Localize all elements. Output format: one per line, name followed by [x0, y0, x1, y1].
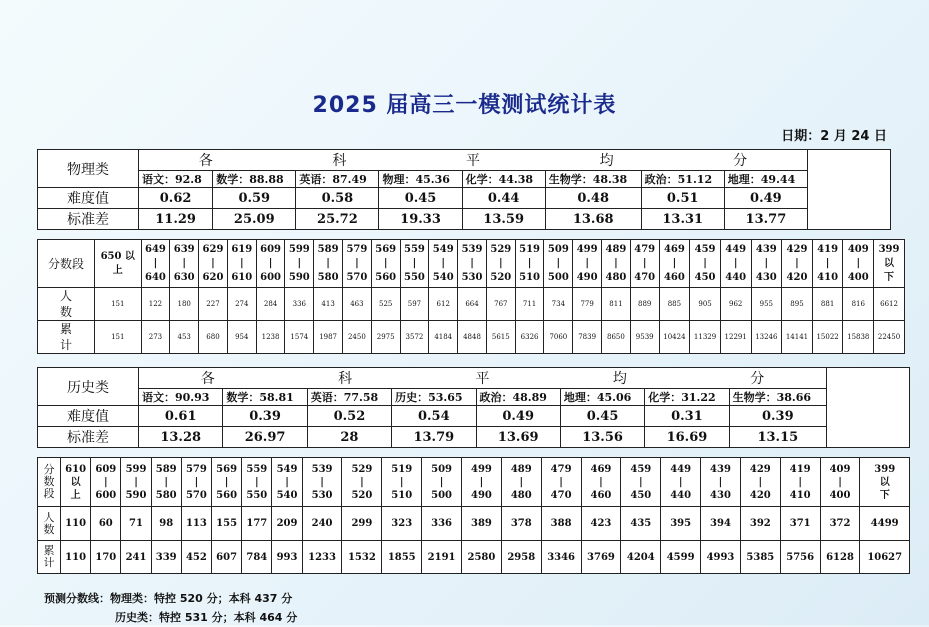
cumulative-value: 273 [141, 321, 170, 354]
count-value: 284 [256, 288, 285, 321]
cumulative-value: 10627 [860, 541, 910, 574]
cumulative-value: 1238 [256, 321, 285, 354]
score-range: 469 | 460 [659, 240, 690, 288]
count-value: 895 [782, 288, 813, 321]
subject-average: 英语：77.58 [307, 389, 391, 406]
count-value: 885 [659, 288, 690, 321]
cumulative-value: 1574 [285, 321, 314, 354]
page-title: 2025 届高三一模测试统计表 [312, 93, 617, 118]
count-value: 413 [314, 288, 343, 321]
cutoff-line-physics: 预测分数线：物理类：特控 520 分；本科 437 分 [44, 592, 293, 605]
cumulative-value: 110 [61, 541, 91, 574]
subject-average: 语文：92.8 [139, 171, 213, 188]
count-value: 4499 [860, 507, 910, 541]
subject-average: 地理：45.06 [560, 389, 644, 406]
stddev-value: 11.29 [139, 209, 213, 230]
stddev-value: 13.31 [641, 209, 724, 230]
subject-average: 生物学：38.66 [729, 389, 826, 406]
score-range: 579 | 570 [343, 240, 372, 288]
subject-average: 生物学：48.38 [545, 171, 641, 188]
score-range: 499 | 490 [462, 458, 502, 507]
count-value: 240 [302, 507, 342, 541]
difficulty-label: 难度值 [38, 406, 139, 427]
physics-distribution-table [37, 239, 905, 354]
score-range: 479 | 470 [541, 458, 581, 507]
cumulative-value: 784 [242, 541, 272, 574]
count-value: 962 [720, 288, 751, 321]
count-value: 209 [272, 507, 302, 541]
cumulative-value: 4993 [701, 541, 741, 574]
avg-header-text [139, 368, 826, 388]
score-range: 639 | 630 [170, 240, 199, 288]
count-value: 816 [843, 288, 874, 321]
dist-row-label: 人 数 [38, 288, 95, 321]
avg-header-char: 分 [733, 153, 748, 169]
stddev-value: 19.33 [379, 209, 462, 230]
stddev-value: 13.79 [392, 427, 476, 448]
subject-average: 数学：88.88 [213, 171, 296, 188]
avg-header-char: 各 [200, 371, 215, 387]
history-distribution-table [37, 457, 910, 574]
score-range: 509 | 500 [544, 240, 573, 288]
stddev-value: 13.15 [729, 427, 826, 448]
count-value: 71 [121, 507, 151, 541]
difficulty-value: 0.61 [139, 406, 223, 427]
dist-row-label: 累 计 [38, 321, 95, 354]
dist-row-label: 人 数 [38, 507, 61, 541]
score-range: 459 | 450 [621, 458, 661, 507]
count-value: 394 [701, 507, 741, 541]
score-range: 649 | 640 [141, 240, 170, 288]
cumulative-value: 14141 [782, 321, 813, 354]
count-value: 336 [422, 507, 462, 541]
score-range: 459 | 450 [690, 240, 721, 288]
cumulative-value: 3769 [581, 541, 621, 574]
cumulative-value: 1532 [342, 541, 382, 574]
cumulative-value: 22450 [874, 321, 905, 354]
cumulative-value: 6326 [515, 321, 544, 354]
count-value: 664 [458, 288, 487, 321]
difficulty-label: 难度值 [38, 188, 139, 209]
difficulty-value: 0.39 [729, 406, 826, 427]
score-range: 429 | 420 [782, 240, 813, 288]
cumulative-value: 3346 [541, 541, 581, 574]
difficulty-value: 0.49 [476, 406, 560, 427]
cumulative-value: 2958 [501, 541, 541, 574]
score-range: 559 | 550 [242, 458, 272, 507]
category-label: 物理类 [38, 150, 139, 188]
count-value: 299 [342, 507, 382, 541]
score-range: 449 | 440 [661, 458, 701, 507]
count-value: 371 [780, 507, 820, 541]
count-value: 905 [690, 288, 721, 321]
stddev-value: 13.69 [476, 427, 560, 448]
score-range: 499 | 490 [573, 240, 602, 288]
difficulty-value: 0.31 [645, 406, 729, 427]
score-range: 399 以 下 [874, 240, 905, 288]
cumulative-value: 2191 [422, 541, 462, 574]
score-range: 629 | 620 [199, 240, 228, 288]
score-range: 529 | 520 [486, 240, 515, 288]
stddev-value: 25.72 [296, 209, 379, 230]
cumulative-value: 1987 [314, 321, 343, 354]
score-range: 619 | 610 [227, 240, 256, 288]
score-range: 529 | 520 [342, 458, 382, 507]
cumulative-value: 1855 [382, 541, 422, 574]
stddev-label: 标准差 [38, 427, 139, 448]
category-label: 历史类 [38, 368, 139, 406]
avg-header-char: 均 [599, 153, 614, 169]
difficulty-value: 0.45 [379, 188, 462, 209]
score-range: 610 以 上 [61, 458, 91, 507]
stddev-value: 13.59 [462, 209, 545, 230]
stddev-value: 16.69 [645, 427, 729, 448]
avg-header-char: 分 [750, 371, 765, 387]
score-range: 609 | 600 [91, 458, 121, 507]
score-range: 599 | 590 [121, 458, 151, 507]
difficulty-value: 0.62 [139, 188, 213, 209]
count-value: 612 [429, 288, 458, 321]
score-range: 569 | 560 [371, 240, 400, 288]
score-range: 419 | 410 [812, 240, 843, 288]
score-range: 549 | 540 [429, 240, 458, 288]
score-range: 449 | 440 [720, 240, 751, 288]
cumulative-value: 339 [151, 541, 181, 574]
avg-header [139, 150, 808, 171]
score-range: 559 | 550 [400, 240, 429, 288]
dist-row-label: 累 计 [38, 541, 61, 574]
difficulty-value: 0.51 [641, 188, 724, 209]
count-value: 435 [621, 507, 661, 541]
score-range: 579 | 570 [181, 458, 211, 507]
score-range: 489 | 480 [602, 240, 631, 288]
dist-row-label: 分数段 [38, 240, 95, 288]
count-value: 767 [486, 288, 515, 321]
cumulative-value: 5385 [740, 541, 780, 574]
score-range: 539 | 530 [458, 240, 487, 288]
cumulative-value: 2450 [343, 321, 372, 354]
count-value: 423 [581, 507, 621, 541]
count-value: 779 [573, 288, 602, 321]
cumulative-value: 15838 [843, 321, 874, 354]
score-range: 439 | 430 [751, 240, 782, 288]
blank-cell [827, 368, 910, 448]
cutoff-line-history: 历史类：特控 531 分；本科 464 分 [115, 611, 298, 624]
subject-average: 物理：45.36 [379, 171, 462, 188]
subject-average: 化学：31.22 [645, 389, 729, 406]
cumulative-value: 13246 [751, 321, 782, 354]
physics-stats-table [37, 149, 891, 230]
stddev-value: 13.28 [139, 427, 223, 448]
avg-header-char: 科 [338, 371, 353, 387]
cumulative-value: 2580 [462, 541, 502, 574]
count-value: 597 [400, 288, 429, 321]
stddev-value: 28 [307, 427, 391, 448]
count-value: 389 [462, 507, 502, 541]
cumulative-value: 6128 [820, 541, 860, 574]
cumulative-value: 10424 [659, 321, 690, 354]
score-range: 429 | 420 [740, 458, 780, 507]
score-range: 539 | 530 [302, 458, 342, 507]
avg-header-text [139, 150, 807, 170]
count-value: 6612 [874, 288, 905, 321]
cumulative-value: 4848 [458, 321, 487, 354]
cumulative-value: 8650 [602, 321, 631, 354]
stddev-value: 13.56 [560, 427, 644, 448]
score-range: 549 | 540 [272, 458, 302, 507]
difficulty-value: 0.39 [223, 406, 307, 427]
count-value: 392 [740, 507, 780, 541]
count-value: 155 [212, 507, 242, 541]
difficulty-value: 0.52 [307, 406, 391, 427]
cumulative-value: 7060 [544, 321, 573, 354]
count-value: 227 [199, 288, 228, 321]
stddev-value: 13.77 [724, 209, 807, 230]
subject-average: 化学：44.38 [462, 171, 545, 188]
cumulative-value: 12291 [720, 321, 751, 354]
count-value: 336 [285, 288, 314, 321]
cumulative-value: 170 [91, 541, 121, 574]
score-range: 479 | 470 [630, 240, 659, 288]
count-value: 734 [544, 288, 573, 321]
cumulative-value: 607 [212, 541, 242, 574]
avg-header-char: 各 [198, 153, 213, 169]
count-value: 881 [812, 288, 843, 321]
cumulative-value: 954 [227, 321, 256, 354]
dist-row-label: 分 数 段 [38, 458, 61, 507]
count-value: 463 [343, 288, 372, 321]
cumulative-value: 452 [181, 541, 211, 574]
count-value: 274 [227, 288, 256, 321]
score-range: 489 | 480 [501, 458, 541, 507]
cumulative-value: 453 [170, 321, 199, 354]
history-stats-table [37, 367, 910, 448]
score-range: 650 以 上 [95, 240, 142, 288]
score-range: 409 | 400 [843, 240, 874, 288]
count-value: 110 [61, 507, 91, 541]
cumulative-value: 5756 [780, 541, 820, 574]
blank-cell [808, 150, 891, 230]
difficulty-value: 0.54 [392, 406, 476, 427]
count-value: 955 [751, 288, 782, 321]
cumulative-value: 680 [199, 321, 228, 354]
cumulative-value: 15022 [812, 321, 843, 354]
score-range: 589 | 580 [314, 240, 343, 288]
cumulative-value: 151 [95, 321, 142, 354]
report-date: 日期：2 月 24 日 [781, 129, 887, 144]
subject-average: 英语：87.49 [296, 171, 379, 188]
cumulative-value: 7839 [573, 321, 602, 354]
cumulative-value: 241 [121, 541, 151, 574]
avg-header [139, 368, 827, 389]
count-value: 395 [661, 507, 701, 541]
cumulative-value: 4184 [429, 321, 458, 354]
avg-header-char: 平 [465, 153, 480, 169]
score-range: 589 | 580 [151, 458, 181, 507]
cumulative-value: 1233 [302, 541, 342, 574]
avg-header-char: 平 [475, 371, 490, 387]
subject-average: 历史：53.65 [392, 389, 476, 406]
difficulty-value: 0.49 [724, 188, 807, 209]
cumulative-value: 2975 [371, 321, 400, 354]
cumulative-value: 3572 [400, 321, 429, 354]
count-value: 889 [630, 288, 659, 321]
difficulty-value: 0.45 [560, 406, 644, 427]
count-value: 122 [141, 288, 170, 321]
count-value: 151 [95, 288, 142, 321]
count-value: 811 [602, 288, 631, 321]
difficulty-value: 0.44 [462, 188, 545, 209]
count-value: 525 [371, 288, 400, 321]
predicted-cutoffs [44, 589, 297, 627]
cumulative-value: 993 [272, 541, 302, 574]
subject-average: 数学：58.81 [223, 389, 307, 406]
score-range: 399 以 下 [860, 458, 910, 507]
count-value: 113 [181, 507, 211, 541]
cumulative-value: 11329 [690, 321, 721, 354]
score-range: 609 | 600 [256, 240, 285, 288]
count-value: 323 [382, 507, 422, 541]
cumulative-value: 4599 [661, 541, 701, 574]
score-range: 409 | 400 [820, 458, 860, 507]
cumulative-value: 9539 [630, 321, 659, 354]
count-value: 98 [151, 507, 181, 541]
score-range: 469 | 460 [581, 458, 621, 507]
score-range: 519 | 510 [515, 240, 544, 288]
stddev-value: 25.09 [213, 209, 296, 230]
count-value: 711 [515, 288, 544, 321]
stddev-value: 13.68 [545, 209, 641, 230]
stddev-label: 标准差 [38, 209, 139, 230]
count-value: 378 [501, 507, 541, 541]
avg-header-char: 科 [332, 153, 347, 169]
score-range: 519 | 510 [382, 458, 422, 507]
count-value: 372 [820, 507, 860, 541]
count-value: 388 [541, 507, 581, 541]
count-value: 60 [91, 507, 121, 541]
stddev-value: 26.97 [223, 427, 307, 448]
count-value: 180 [170, 288, 199, 321]
subject-average: 政治：48.89 [476, 389, 560, 406]
score-range: 569 | 560 [212, 458, 242, 507]
subject-average: 地理：49.44 [724, 171, 807, 188]
difficulty-value: 0.58 [296, 188, 379, 209]
score-range: 419 | 410 [780, 458, 820, 507]
difficulty-value: 0.48 [545, 188, 641, 209]
cumulative-value: 5615 [486, 321, 515, 354]
subject-average: 政治：51.12 [641, 171, 724, 188]
cumulative-value: 4204 [621, 541, 661, 574]
count-value: 177 [242, 507, 272, 541]
score-range: 439 | 430 [701, 458, 741, 507]
score-range: 599 | 590 [285, 240, 314, 288]
score-range: 509 | 500 [422, 458, 462, 507]
subject-average: 语文：90.93 [139, 389, 223, 406]
avg-header-char: 均 [612, 371, 627, 387]
difficulty-value: 0.59 [213, 188, 296, 209]
